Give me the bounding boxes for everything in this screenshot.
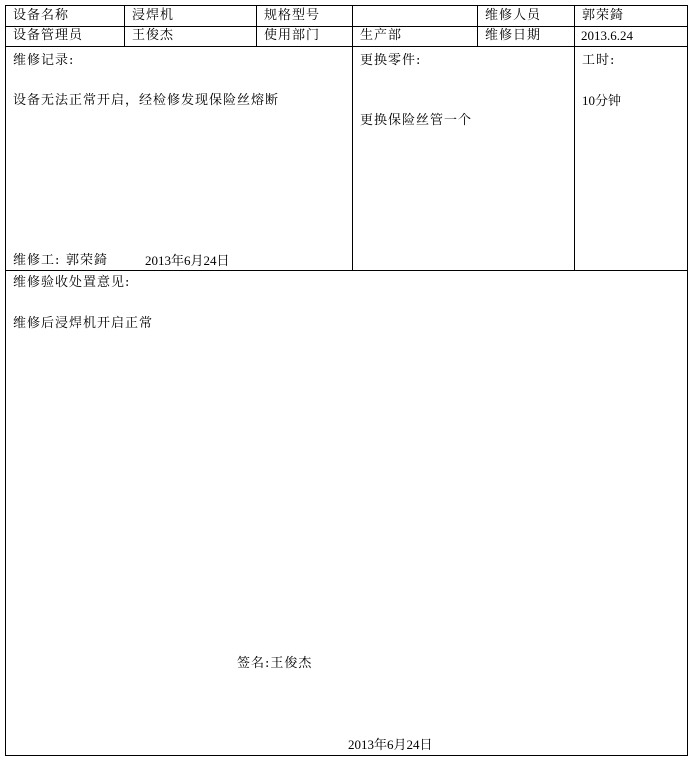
equipment-manager-value: 王俊杰	[132, 28, 175, 43]
equipment-name-value: 浸焊机	[132, 8, 175, 23]
replaced-parts-content: 更换保险丝管一个	[360, 113, 473, 128]
row-divider-1	[6, 26, 687, 27]
col-divider-3	[352, 6, 353, 270]
repair-record-content: 设备无法正常开启，经检修发现保险丝熔断	[13, 93, 280, 108]
acceptance-signature: 签名:王俊杰	[237, 656, 313, 671]
section-divider	[6, 270, 687, 271]
col-divider-2	[256, 6, 257, 46]
repair-worker-label: 维修工:	[13, 253, 61, 268]
repair-form	[5, 5, 688, 756]
repair-person-value: 郭荣錡	[582, 8, 625, 23]
repair-record-label: 维修记录:	[13, 53, 75, 68]
row-divider-2	[6, 46, 687, 47]
repair-date-label: 维修日期	[485, 28, 542, 43]
equipment-manager-label: 设备管理员	[13, 28, 84, 43]
department-value: 生产部	[360, 28, 403, 43]
spec-model-label: 规格型号	[264, 8, 321, 23]
department-label: 使用部门	[264, 28, 321, 43]
repair-worker-name: 郭荣錡	[66, 253, 109, 268]
acceptance-label: 维修验收处置意见:	[13, 275, 131, 290]
work-hours-label: 工时:	[582, 53, 616, 68]
repair-person-label: 维修人员	[485, 8, 542, 23]
equipment-name-label: 设备名称	[13, 8, 70, 23]
acceptance-content: 维修后浸焊机开启正常	[13, 316, 154, 331]
replaced-parts-label: 更换零件:	[360, 53, 422, 68]
work-hours-content: 10分钟	[582, 93, 622, 108]
repair-record-date: 2013年6月24日	[145, 253, 230, 268]
acceptance-date: 2013年6月24日	[348, 737, 433, 752]
repair-date-value: 2013.6.24	[581, 28, 633, 43]
col-divider-1	[124, 6, 125, 46]
col-divider-5	[574, 6, 575, 270]
col-divider-4	[477, 6, 478, 46]
